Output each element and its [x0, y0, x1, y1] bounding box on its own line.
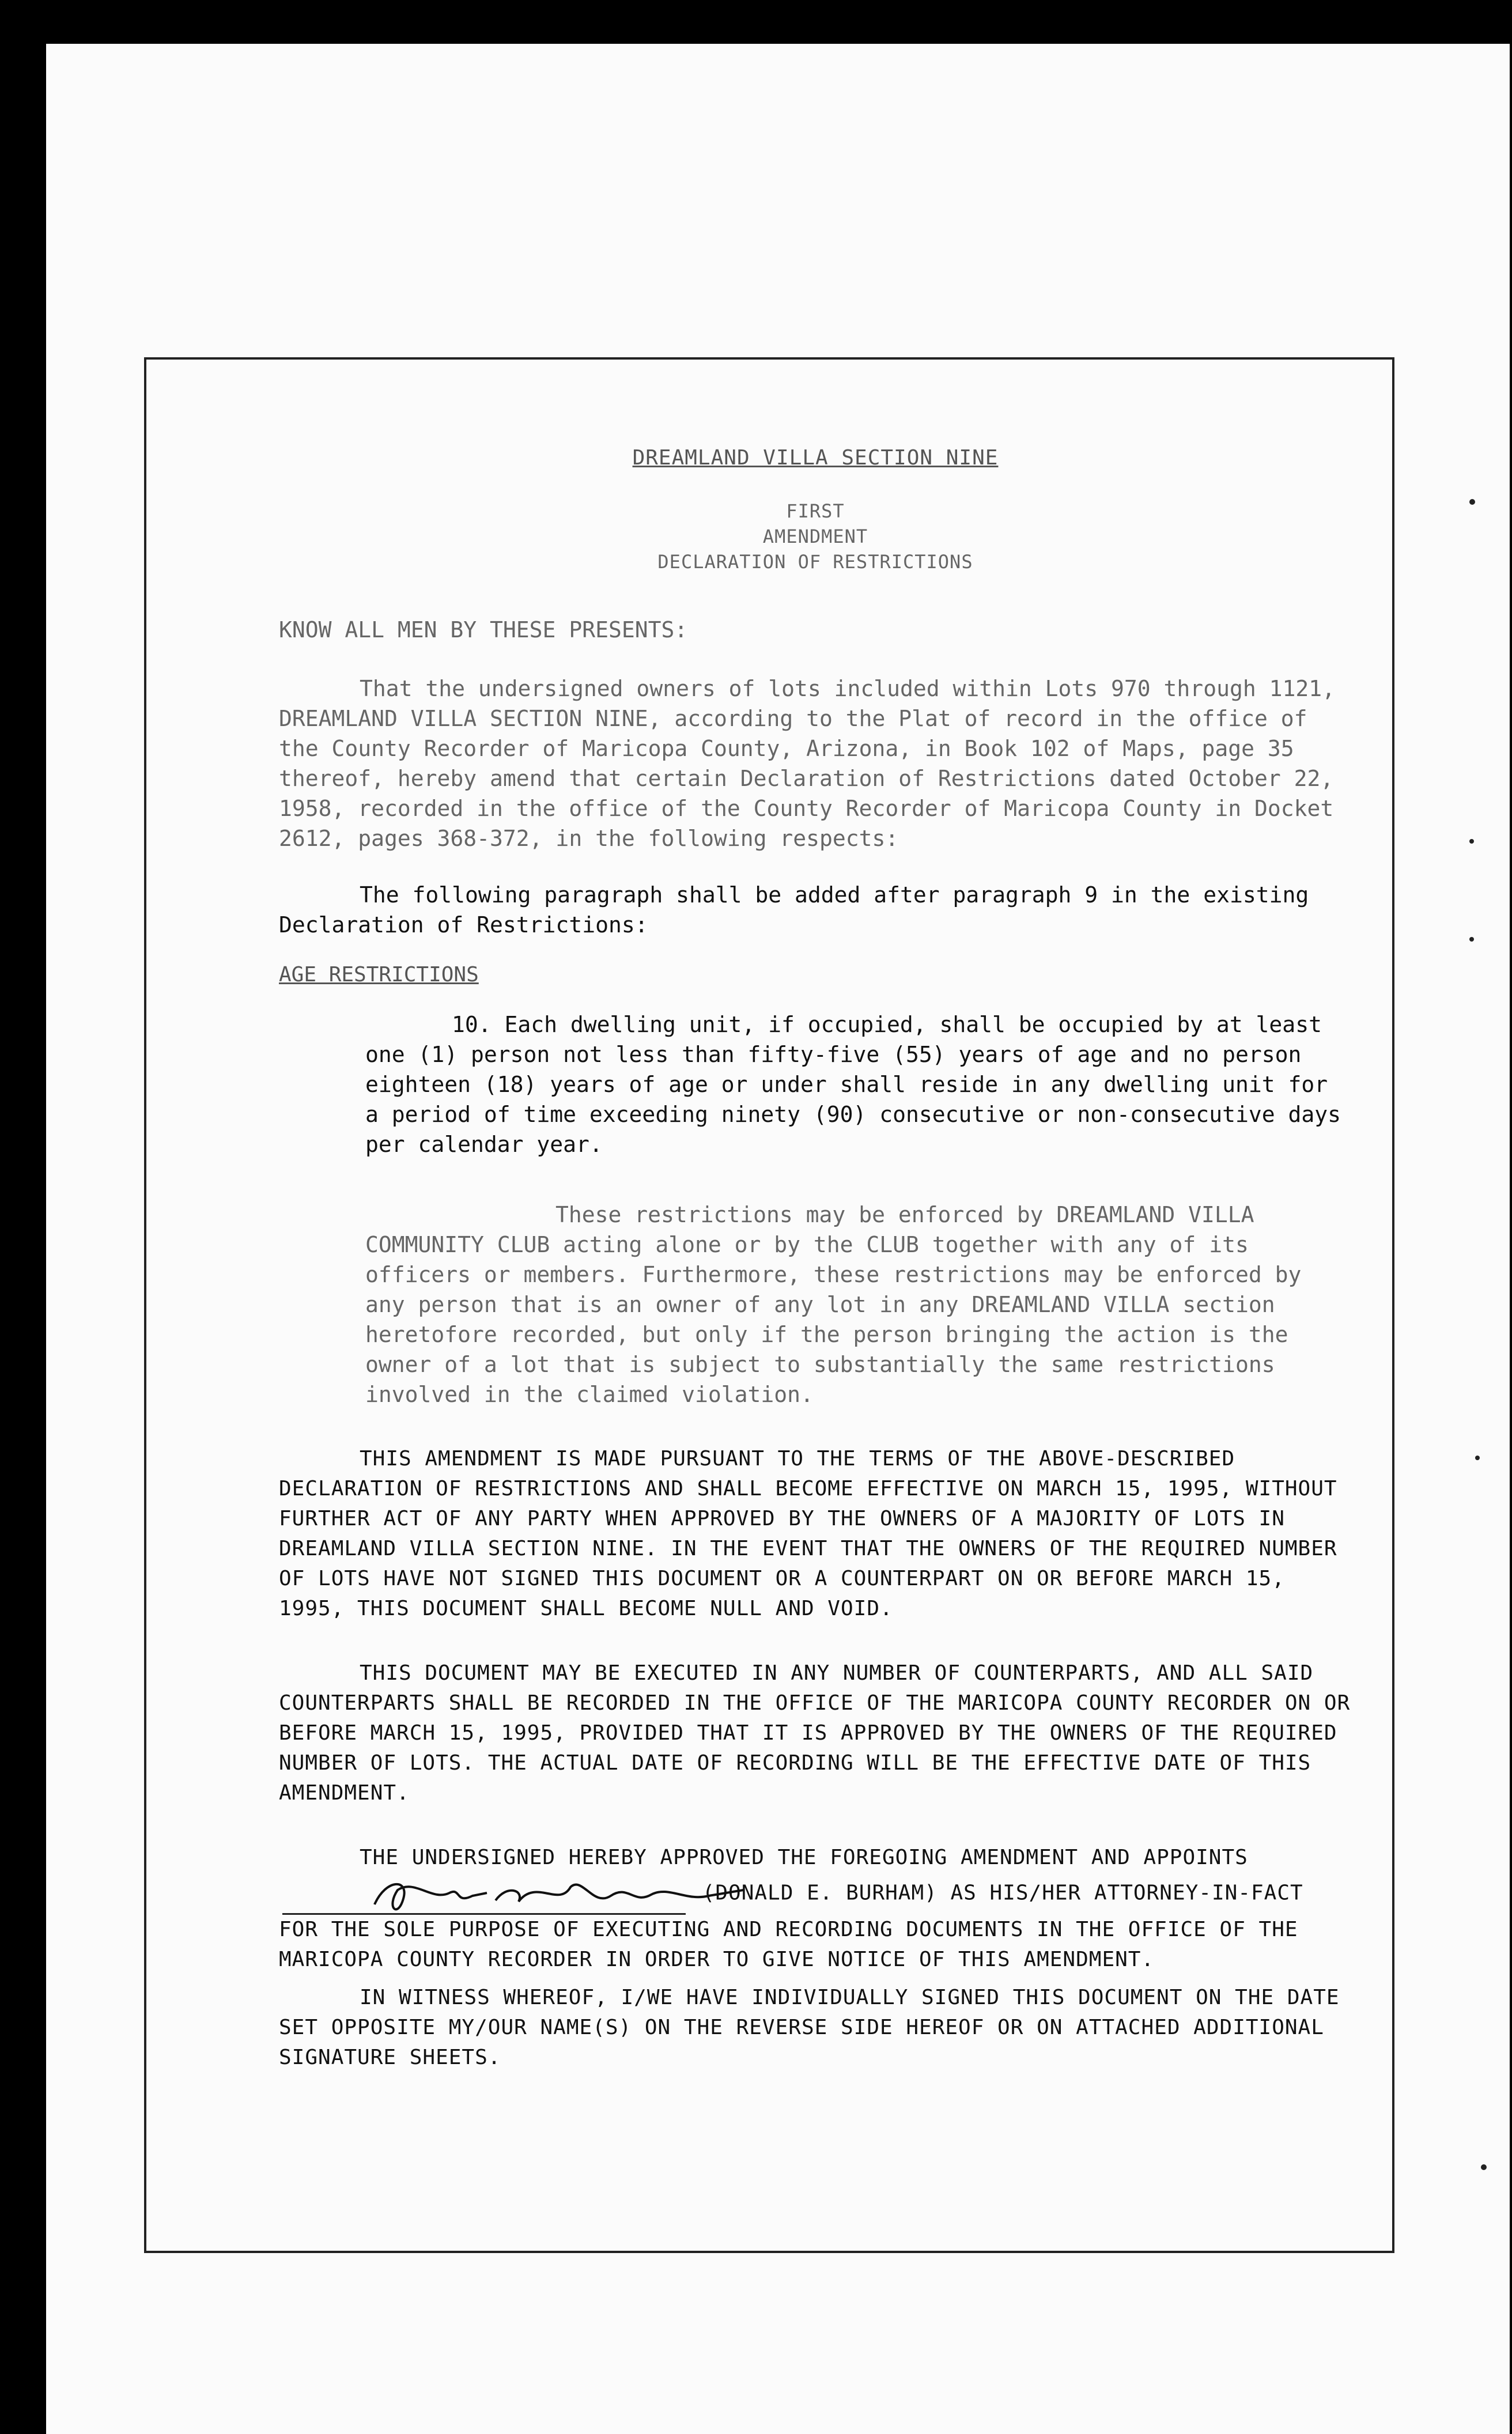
subtitle-line-2: AMENDMENT [762, 526, 868, 547]
speck-mark [1481, 2164, 1487, 2170]
document-page [46, 44, 1510, 2434]
paragraph-added: The following paragraph shall be added after paragraph 9 in the existing Declaration of Restrictions: [279, 882, 1309, 938]
signature-image [282, 1873, 686, 1915]
enforcement-block [365, 1200, 1352, 1409]
document-subtitle [279, 498, 1352, 575]
effective-date-paragraph: THIS AMENDMENT IS MADE PURSUANT TO THE TERMS OF THE ABOVE-DESCRIBED DECLARATION OF RESTRICTIONS AND SHALL BECOME EFFECTIVE ON MARCH 15, 1995, WITHOUT FURTHER ACT OF ANY PARTY WHEN APPROVED BY THE OWNERS OF A MAJORITY OF LOTS IN DREAMLAND VILLA SECTION NINE. IN THE EVENT THAT THE OWNERS OF THE REQUIRED NUMBER OF LOTS HAVE NOT SIGNED THIS DOCUMENT OR A COUNTERPART ON OR BEFORE MARCH 15, 1995, THIS DOCUMENT SHALL BECOME NULL AND VOID. [279, 1447, 1337, 1620]
witness-paragraph: IN WITNESS WHEREOF, I/WE HAVE INDIVIDUALLY SIGNED THIS DOCUMENT ON THE DATE SET OPPOSITE MY/OUR NAME(S) ON THE REVERSE SIDE HEREOF OR ON ATTACHED ADDITIONAL SIGNATURE SHEETS. [279, 1986, 1340, 2069]
rule-10-text: 10. Each dwelling unit, if occupied, shall be occupied by at least one (1) person not less than fifty-five (55) years of age and no person eighteen (18) years of age or under shall reside in any dwelling unit for a period of time exceeding ninety (90) consecutive or non-consecutive days per calendar year. [365, 1012, 1341, 1157]
speck-mark [1469, 937, 1474, 942]
subtitle-line-1: FIRST [786, 500, 845, 522]
appointment-text-a: THE UNDERSIGNED HEREBY APPROVED THE FOREGOING AMENDMENT AND APPOINTS [360, 1846, 1248, 1869]
speck-mark [1469, 499, 1475, 505]
know-all-men: KNOW ALL MEN BY THESE PRESENTS: [279, 617, 688, 642]
paragraph-amend: That the undersigned owners of lots included within Lots 970 through 1121, DREAMLAND VILLA SECTION NINE, according to the Plat of record in the office of the County Recorder of Maricopa County, Arizona, in Book 102 of Maps, page 35 thereof, hereby amend that certain Declaration of Restrictions dated October 22, 1958, recorded in the office of the County Recorder of Maricopa County in Docket 2612, pages 368-372, in the following respects: [279, 676, 1335, 851]
speck-mark [1475, 1456, 1480, 1460]
enforcement-text: These restrictions may be enforced by DREAMLAND VILLA COMMUNITY CLUB acting alone or by the CLUB together with any of its officers or members. Furthermore, these restrictions may be enforced by any person that is an owner of any lot in any DREAMLAND VILLA section heretofore recorded, but only if the person bringing the action is the owner of a lot that is subject to substantially the same restrictions involved in the claimed violation. [365, 1202, 1302, 1407]
rule-10-block [365, 1010, 1352, 1159]
appointment-text-b: (DONALD E. BURHAM) AS HIS/HER ATTORNEY-IN-FACT FOR THE SOLE PURPOSE OF EXECUTING AND RECORDING DOCUMENTS IN THE OFFICE OF THE MARICOPA COUNTY RECORDER IN ORDER TO GIVE NOTICE OF THIS AMENDMENT. [279, 1881, 1303, 1971]
counterparts-paragraph: THIS DOCUMENT MAY BE EXECUTED IN ANY NUMBER OF COUNTERPARTS, AND ALL SAID COUNTERPARTS SHALL BE RECORDED IN THE OFFICE OF THE MARICOPA COUNTY RECORDER ON OR BEFORE MARCH 15, 1995, PROVIDED THAT IT IS APPROVED BY THE OWNERS OF THE REQUIRED NUMBER OF LOTS. THE ACTUAL DATE OF RECORDING WILL BE THE EFFECTIVE DATE OF THIS AMENDMENT. [279, 1661, 1351, 1805]
document-body [279, 446, 1352, 2073]
subtitle-line-3: DECLARATION OF RESTRICTIONS [657, 551, 973, 573]
document-border [144, 357, 1394, 2253]
appointment-paragraph [279, 1843, 1352, 1975]
age-restrictions-heading: AGE RESTRICTIONS [279, 963, 479, 987]
document-title: DREAMLAND VILLA SECTION NINE [632, 446, 999, 470]
speck-mark [1469, 839, 1474, 844]
